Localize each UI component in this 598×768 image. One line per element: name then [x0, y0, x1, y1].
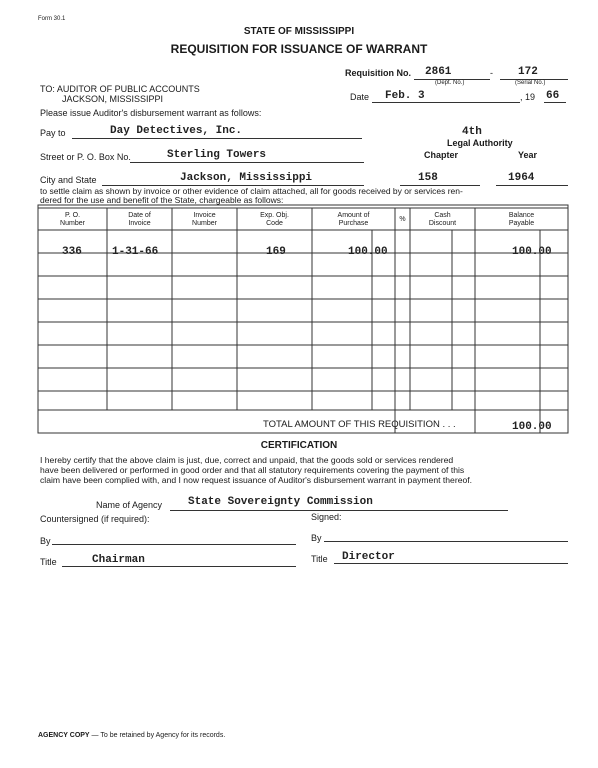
countersigned-label: Countersigned (if required):: [40, 514, 150, 524]
pay-to-label: Pay to: [40, 128, 66, 138]
row1-date-invoice: 1-31-66: [112, 246, 159, 258]
col-header-po-label: P. O. Number: [60, 212, 85, 227]
title-right-value: Director: [342, 551, 395, 563]
col-header-exp-obj: [237, 212, 312, 228]
agency-value: State Sovereignty Commission: [188, 496, 373, 508]
requisition-dash: -: [490, 68, 493, 78]
chapter-number: 158: [418, 172, 438, 184]
total-value: 100.00: [512, 421, 552, 433]
col-header-amount-label: Amount of Purchase: [337, 212, 370, 227]
title-left-label: Title: [40, 557, 57, 567]
legal-authority-label: Legal Authority: [447, 138, 513, 148]
row1-po: 336: [62, 246, 82, 258]
col-header-balance: [475, 212, 568, 228]
settle-text-1: to settle claim as shown by invoice or other evidence of claim attached, all for goods received by or services ren-: [40, 186, 463, 196]
certification-line3: claim have been complied with, and I now request issuance of Auditor's disbursement warrant in payment thereof.: [40, 475, 473, 485]
settle-text-2: dered for the use and benefit of the State, chargeable as follows:: [40, 195, 284, 205]
addressee-line1: TO: AUDITOR OF PUBLIC ACCOUNTS: [40, 84, 200, 94]
col-header-invoice-number: [172, 212, 237, 228]
chapter-value: 4th: [462, 126, 482, 138]
col-header-invoice-number-label: Invoice Number: [192, 212, 217, 227]
requisition-label: Requisition No.: [345, 68, 411, 78]
form-number: Form 30.1: [38, 16, 66, 22]
by-right-label: By: [311, 533, 322, 543]
dept-no-caption: (Dept. No.): [435, 80, 465, 86]
addressee-line2: JACKSON, MISSISSIPPI: [62, 94, 164, 104]
row1-amount: 100.00: [348, 246, 388, 258]
agency-line: [170, 510, 508, 511]
title-right-line: [334, 563, 568, 564]
col-header-percent-label: %: [399, 216, 406, 223]
year-number: 1964: [508, 172, 535, 184]
row1-exp-obj: 169: [266, 246, 286, 258]
serial-no-value: 172: [518, 66, 538, 78]
date-value: Feb. 3: [385, 90, 425, 102]
agency-label: Name of Agency: [96, 500, 163, 510]
col-header-date-invoice: [107, 212, 172, 228]
street-value: Sterling Towers: [167, 149, 267, 161]
serial-no-caption: (Serial No.): [515, 80, 546, 86]
signed-label: Signed:: [311, 512, 342, 522]
dept-no-value: 2861: [425, 66, 452, 78]
col-header-po: [38, 212, 107, 228]
street-label: Street or P. O. Box No.: [40, 152, 131, 162]
title-right-label: Title: [311, 554, 328, 564]
certification-line2: have been delivered or performed in good order and that all statutory requirements covering the payment of this: [40, 465, 465, 475]
year-value: 66: [546, 90, 560, 102]
title-left-value: Chairman: [92, 554, 145, 566]
col-header-exp-obj-label: Exp. Obj. Code: [260, 212, 289, 227]
city-value: Jackson, Mississippi: [180, 172, 313, 184]
state-heading: STATE OF MISSISSIPPI: [243, 26, 355, 37]
row1-balance: 100.00: [512, 246, 552, 258]
footer-note: [38, 732, 225, 739]
agency-copy-label: AGENCY COPY: [38, 732, 90, 739]
total-label: TOTAL AMOUNT OF THIS REQUISITION . . .: [263, 419, 456, 430]
chapter-label: Chapter: [424, 150, 459, 160]
date-label: Date: [350, 92, 370, 102]
col-header-date-invoice-label: Date of Invoice: [128, 212, 151, 227]
certification-title: CERTIFICATION: [260, 440, 338, 451]
col-header-balance-label: Balance Payable: [508, 212, 535, 227]
certification-line1: I hereby certify that the above claim is just, due, correct and unpaid, that the goods sold or services rendered: [40, 455, 454, 465]
instruction-text: Please issue Auditor's disbursement warrant as follows:: [40, 108, 262, 118]
col-header-cash-discount: [410, 212, 475, 228]
by-left-line: [52, 544, 296, 545]
city-label: City and State: [40, 175, 97, 185]
title-left-line: [62, 566, 296, 567]
col-header-amount: [312, 212, 395, 228]
year-prefix: , 19: [520, 92, 536, 102]
page-title: REQUISITION FOR ISSUANCE OF WARRANT: [170, 42, 428, 56]
agency-copy-text: — To be retained by Agency for its records.: [89, 732, 226, 739]
by-right-line: [324, 541, 568, 542]
col-header-percent: [395, 216, 410, 224]
year-label: Year: [518, 150, 538, 160]
pay-to-value: Day Detectives, Inc.: [110, 125, 243, 137]
by-left-label: By: [40, 536, 51, 546]
col-header-cash-discount-label: Cash Discount: [428, 212, 457, 227]
